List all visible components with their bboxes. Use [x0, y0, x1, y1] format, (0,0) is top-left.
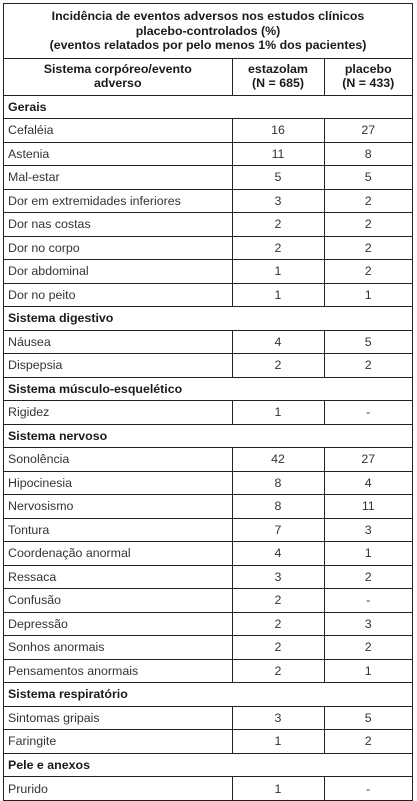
- table-row: [4, 706, 412, 730]
- estazolam-value-cell: 11: [232, 142, 324, 166]
- estazolam-value-cell: 1: [232, 777, 324, 801]
- section-row: [4, 307, 412, 331]
- placebo-value-cell: -: [324, 401, 412, 425]
- estazolam-value-cell: 1: [232, 730, 324, 754]
- event-name-cell: Depressão: [4, 612, 232, 636]
- estazolam-value-cell: 4: [232, 542, 324, 566]
- event-name-cell: Confusão: [4, 589, 232, 613]
- event-name-cell: Rigidez: [4, 401, 232, 425]
- estazolam-value-cell: 2: [232, 612, 324, 636]
- estazolam-value-cell: 4: [232, 330, 324, 354]
- section-title: Gerais: [4, 95, 412, 119]
- event-name-cell: Dispepsia: [4, 354, 232, 378]
- table-row: [4, 471, 412, 495]
- event-name-cell: Astenia: [4, 142, 232, 166]
- estazolam-value-cell: 7: [232, 518, 324, 542]
- table-row: [4, 260, 412, 284]
- table-row: [4, 542, 412, 566]
- placebo-value-cell: 27: [324, 448, 412, 472]
- header-placebo: placebo (N = 433): [324, 59, 412, 95]
- table-row: [4, 330, 412, 354]
- event-name-cell: Pensamentos anormais: [4, 659, 232, 683]
- placebo-value-cell: 5: [324, 330, 412, 354]
- table-row: [4, 495, 412, 519]
- section-row: [4, 683, 412, 707]
- header-row: [4, 59, 412, 95]
- placebo-value-cell: 3: [324, 612, 412, 636]
- table-title: [4, 4, 412, 59]
- estazolam-value-cell: 3: [232, 565, 324, 589]
- placebo-value-cell: 2: [324, 236, 412, 260]
- table-row: [4, 236, 412, 260]
- event-name-cell: Dor no corpo: [4, 236, 232, 260]
- section-row: [4, 377, 412, 401]
- event-name-cell: Mal-estar: [4, 166, 232, 190]
- placebo-value-cell: 2: [324, 565, 412, 589]
- table-row: [4, 659, 412, 683]
- placebo-value-cell: 8: [324, 142, 412, 166]
- placebo-value-cell: -: [324, 777, 412, 801]
- table-row: [4, 589, 412, 613]
- event-name-cell: Sonolência: [4, 448, 232, 472]
- table-row: [4, 283, 412, 307]
- estazolam-value-cell: 1: [232, 401, 324, 425]
- adverse-events-table: [4, 59, 412, 800]
- event-name-cell: Dor nas costas: [4, 213, 232, 237]
- section-title: Sistema nervoso: [4, 424, 412, 448]
- table-row: [4, 142, 412, 166]
- estazolam-value-cell: 2: [232, 636, 324, 660]
- placebo-value-cell: 1: [324, 659, 412, 683]
- placebo-value-cell: 5: [324, 706, 412, 730]
- event-name-cell: Nervosismo: [4, 495, 232, 519]
- estazolam-value-cell: 1: [232, 260, 324, 284]
- estazolam-value-cell: 2: [232, 589, 324, 613]
- placebo-value-cell: 5: [324, 166, 412, 190]
- table-row: [4, 612, 412, 636]
- table-row: [4, 189, 412, 213]
- title-line-1: Incidência de eventos adversos nos estudos clínicos: [51, 9, 365, 23]
- section-row: [4, 95, 412, 119]
- header-event: Sistema corpóreo/evento adverso: [4, 59, 232, 95]
- section-title: Sistema respiratório: [4, 683, 412, 707]
- header-estazolam: estazolam (N = 685): [232, 59, 324, 95]
- placebo-value-cell: 2: [324, 213, 412, 237]
- estazolam-value-cell: 5: [232, 166, 324, 190]
- event-name-cell: Hipocinesia: [4, 471, 232, 495]
- placebo-value-cell: 1: [324, 542, 412, 566]
- table-body: [4, 95, 412, 800]
- table-row: [4, 636, 412, 660]
- section-title: Sistema músculo-esquelético: [4, 377, 412, 401]
- estazolam-value-cell: 3: [232, 706, 324, 730]
- estazolam-value-cell: 3: [232, 189, 324, 213]
- event-name-cell: Ressaca: [4, 565, 232, 589]
- event-name-cell: Prurido: [4, 777, 232, 801]
- table-row: [4, 354, 412, 378]
- table-row: [4, 730, 412, 754]
- placebo-value-cell: 2: [324, 189, 412, 213]
- section-row: [4, 424, 412, 448]
- event-name-cell: Cefaléia: [4, 119, 232, 143]
- event-name-cell: Dor em extremidades inferiores: [4, 189, 232, 213]
- event-name-cell: Faringite: [4, 730, 232, 754]
- table-row: [4, 166, 412, 190]
- estazolam-value-cell: 2: [232, 659, 324, 683]
- estazolam-value-cell: 42: [232, 448, 324, 472]
- title-line-2: placebo-controlados (%): [135, 23, 281, 38]
- event-name-cell: Dor no peito: [4, 283, 232, 307]
- estazolam-value-cell: 2: [232, 213, 324, 237]
- estazolam-value-cell: 8: [232, 471, 324, 495]
- section-row: [4, 753, 412, 777]
- placebo-value-cell: 3: [324, 518, 412, 542]
- placebo-value-cell: 1: [324, 283, 412, 307]
- placebo-value-cell: -: [324, 589, 412, 613]
- table-row: [4, 777, 412, 801]
- adverse-events-table-frame: [3, 3, 413, 801]
- estazolam-value-cell: 8: [232, 495, 324, 519]
- section-title: Pele e anexos: [4, 753, 412, 777]
- estazolam-value-cell: 2: [232, 354, 324, 378]
- table-row: [4, 119, 412, 143]
- table-row: [4, 448, 412, 472]
- table-row: [4, 213, 412, 237]
- event-name-cell: Sintomas gripais: [4, 706, 232, 730]
- table-row: [4, 518, 412, 542]
- event-name-cell: Náusea: [4, 330, 232, 354]
- estazolam-value-cell: 1: [232, 283, 324, 307]
- event-name-cell: Coordenação anormal: [4, 542, 232, 566]
- section-title: Sistema digestivo: [4, 307, 412, 331]
- placebo-value-cell: 2: [324, 636, 412, 660]
- placebo-value-cell: 2: [324, 730, 412, 754]
- estazolam-value-cell: 16: [232, 119, 324, 143]
- placebo-value-cell: 2: [324, 354, 412, 378]
- table-row: [4, 565, 412, 589]
- table-row: [4, 401, 412, 425]
- title-line-3: (eventos relatados por pelo menos 1% dos pacientes): [49, 38, 367, 52]
- event-name-cell: Sonhos anormais: [4, 636, 232, 660]
- placebo-value-cell: 27: [324, 119, 412, 143]
- event-name-cell: Tontura: [4, 518, 232, 542]
- estazolam-value-cell: 2: [232, 236, 324, 260]
- event-name-cell: Dor abdominal: [4, 260, 232, 284]
- placebo-value-cell: 4: [324, 471, 412, 495]
- placebo-value-cell: 11: [324, 495, 412, 519]
- placebo-value-cell: 2: [324, 260, 412, 284]
